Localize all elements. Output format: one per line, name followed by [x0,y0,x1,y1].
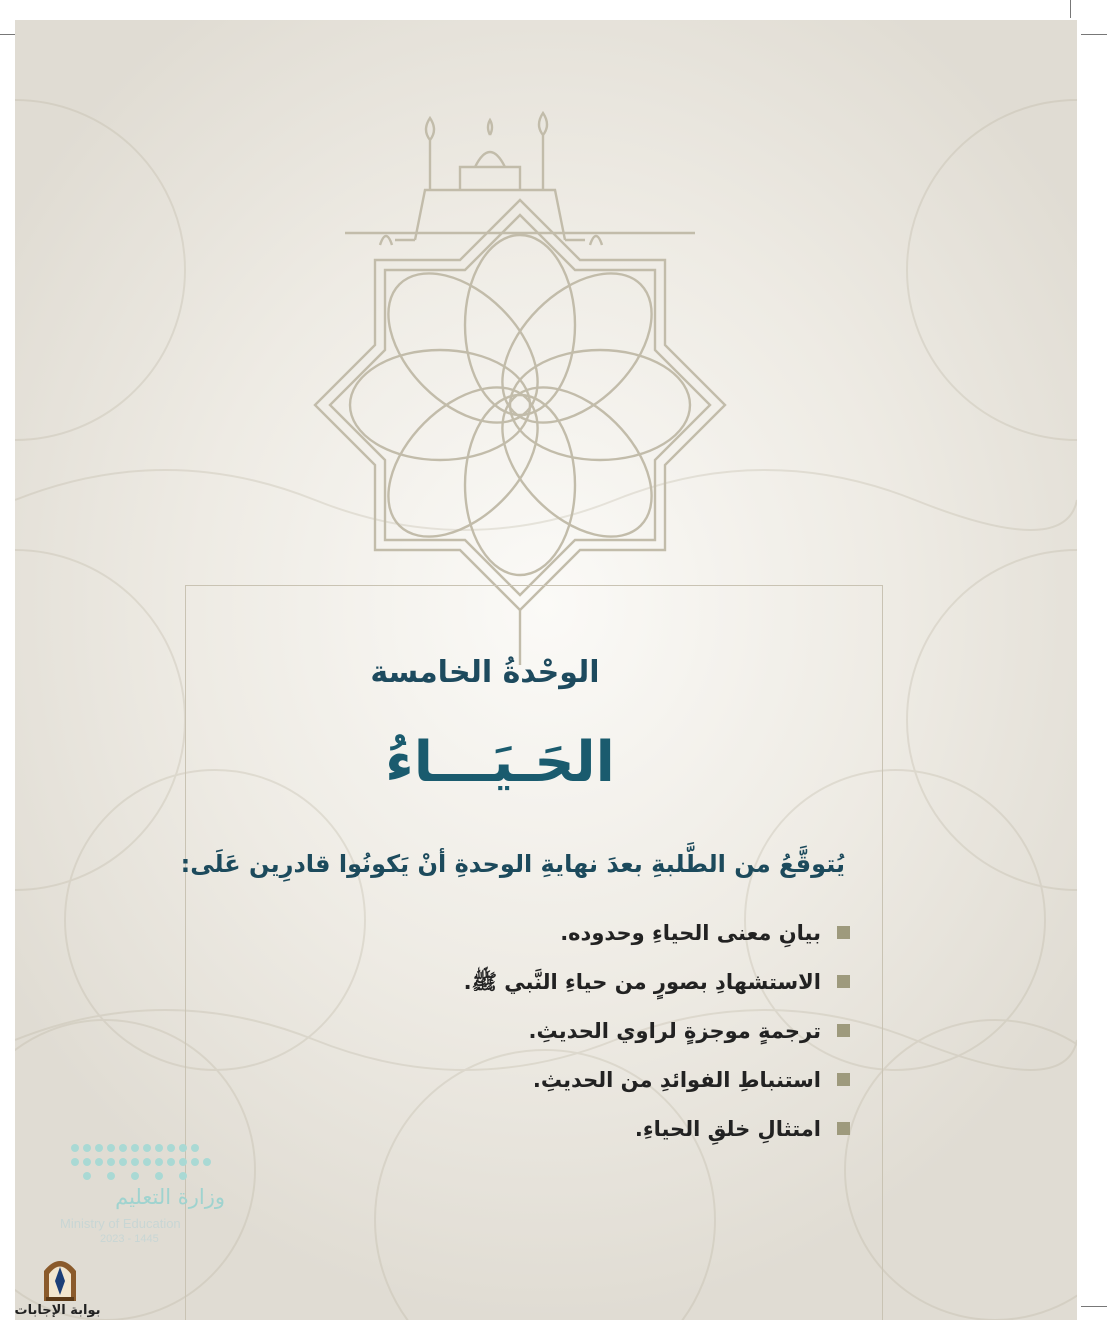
objective-text: امتثالِ خلقِ الحياءِ. [634,1116,821,1141]
bullet-square-icon [837,1122,850,1135]
list-item [300,1055,850,1104]
objective-text: استنباطِ الفوائدِ من الحديثِ. [532,1067,821,1092]
crop-mark [1081,34,1107,35]
gateway-logo-icon [40,1255,80,1303]
crop-mark [1070,0,1071,18]
objective-text: الاستشهادِ بصورٍ من حياءِ النَّبي ﷺ. [463,969,821,994]
ministry-english-name: Ministry of Education [60,1216,181,1231]
gateway-label: بوابة الإجابات [14,1303,101,1318]
ministry-logo [40,1140,230,1265]
bullet-square-icon [837,1024,850,1037]
bullet-square-icon [837,1073,850,1086]
list-item [300,908,850,957]
ministry-dots-icon [65,1140,215,1185]
bullet-square-icon [837,926,850,939]
list-item [300,957,850,1006]
unit-label: الوحْدةُ الخامسة [370,655,600,690]
mosque-star-ornament [285,95,755,670]
objective-text: بيانِ معنى الحياءِ وحدوده. [560,920,821,945]
objectives-intro: يُتوقَّعُ من الطَّلبةِ بعدَ نهايةِ الوحدةِ أنْ يَكونُوا قادرِين عَلَى: [180,850,845,878]
crop-mark [1081,1306,1107,1307]
objective-text: ترجمةٍ موجزةٍ لراوي الحديثِ. [528,1018,821,1043]
unit-title: الحَـيَـــاءُ [385,730,615,795]
list-item [300,1006,850,1055]
ministry-year: 2023 - 1445 [100,1233,159,1245]
ministry-arabic-name: وزارة التعليم [115,1185,225,1209]
list-item [300,1104,850,1153]
objectives-list [300,908,850,1153]
bullet-square-icon [837,975,850,988]
